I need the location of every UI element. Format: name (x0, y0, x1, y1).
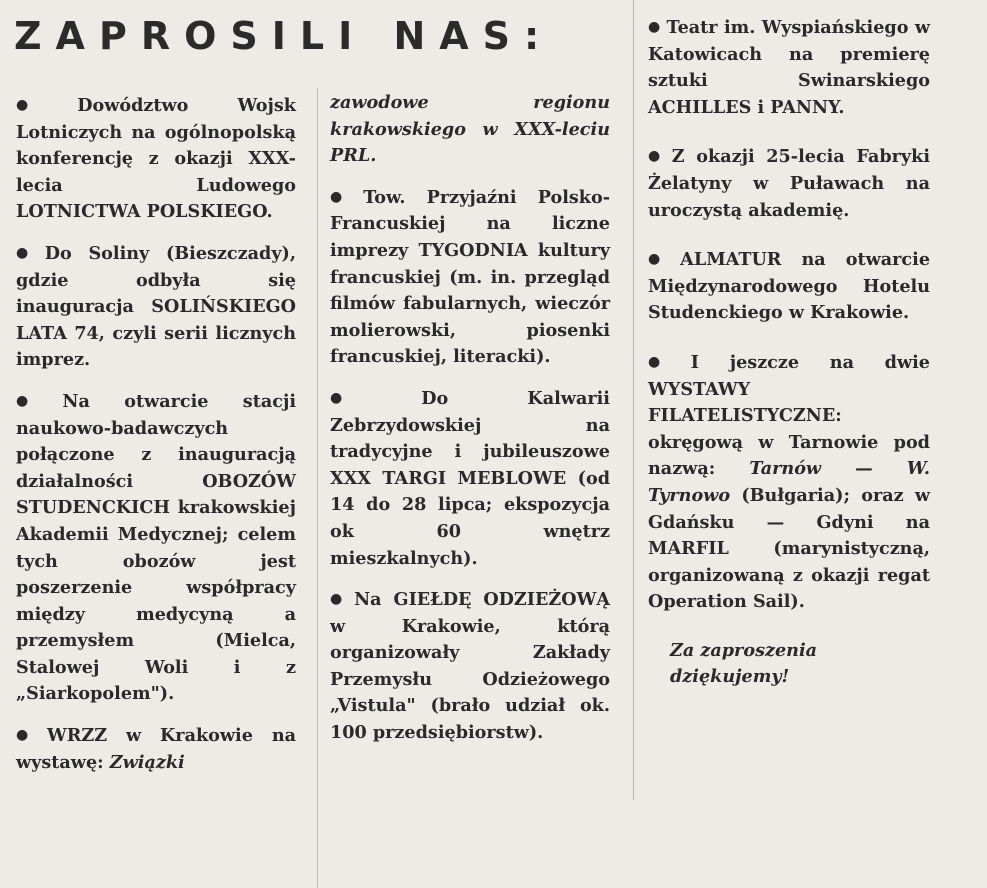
paragraph: ● Na GIEŁDĘ ODZIEŻOWĄ w Krakowie, którą organizowały Zakłady Przemysłu Odzieżowego „Vistula" (brało udział ok. 100 przedsiębiorstw). (330, 586, 610, 747)
paragraph: ● Z okazji 25-lecia Fabryki Żelatyny w Puławach na uroczystą akademię. (648, 143, 930, 224)
headline: ZAPROSILI NAS: (14, 14, 554, 58)
column-1 (16, 92, 296, 776)
paragraph-text: I jeszcze na dwie WYSTAWY FILATELISTYCZNE: okręgową w Tarnowie pod nazwą: (648, 351, 930, 480)
paragraph-italic: Związki (109, 751, 185, 773)
paragraph-italic: Tarnów — W. Tyrnowo (648, 458, 930, 506)
paragraph: ● Dowództwo Wojsk Lotniczych na ogólnopolską konferencję z okazji XXX-lecia Ludowego LOTNICTWA POLSKIEGO. (16, 92, 296, 226)
column-3 (648, 14, 930, 691)
paragraph (16, 722, 296, 776)
paragraph-text: WRZZ w Krakowie na wystawę: (16, 725, 297, 773)
closing-thanks: Za zaproszenia dziękujemy! (670, 639, 818, 688)
paragraph-continued (330, 90, 610, 170)
paragraph: ● ALMATUR na otwarcie Międzynarodowego Hotelu Studenckiego w Krakowie. (648, 246, 930, 327)
paragraph-italic: zawodowe regionu krakowskiego w XXX-leciu PRL. (330, 92, 610, 167)
paragraph: ● Tow. Przyjaźni Polsko-Francuskiej na liczne imprezy TYGODNIA kultury francuskiej (m. in. przegląd filmów fabularnych, wieczór molierowski, piosenki francuskiej, literacki). (330, 184, 610, 371)
paragraph (648, 349, 930, 616)
column-2 (330, 90, 610, 747)
paragraph: ● Teatr im. Wyspiańskiego w Katowicach na premierę sztuki Swinarskiego ACHILLES i PANNY. (648, 14, 930, 121)
column-divider (317, 88, 318, 888)
paragraph: ● Do Soliny (Bieszczady), gdzie odbyła się inauguracja SOLIŃSKIEGO LATA 74, czyli serii licznych imprez. (16, 240, 296, 374)
paragraph: ● Na otwarcie stacji naukowo-badawczych połączone z inauguracją działalności OBOZÓW STUDENCKICH krakowskiej Akademii Medycznej; celem tych obozów jest poszerzenie współpracy między medycyną a przemysłem (Mielca, Stalowej Woli i z „Siarkopolem"). (16, 388, 296, 708)
paragraph: ● Do Kalwarii Zebrzydowskiej na tradycyjne i jubileuszowe XXX TARGI MEBLOWE (od 14 do 28 lipca; ekspozycja ok 60 wnętrz mieszkalnych). (330, 385, 610, 572)
column-divider (633, 0, 634, 800)
paragraph-text: (Bułgaria); oraz w Gdańsku — Gdyni na MARFIL (marynistyczną, organizowaną z okazji regat Operation Sail). (648, 484, 930, 613)
